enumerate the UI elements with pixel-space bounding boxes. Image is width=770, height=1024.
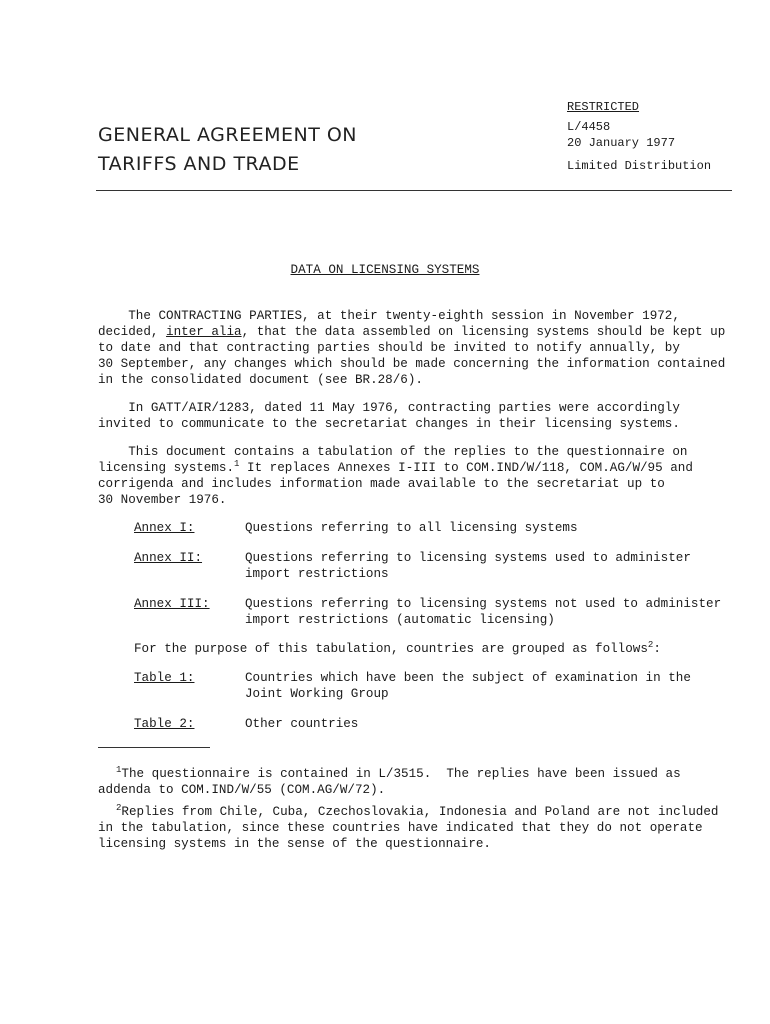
document-title: [0, 262, 770, 278]
para1-line4: 30 September, any changes which should be made concerning the information contained: [98, 357, 726, 371]
para1-line3: to date and that contracting parties should be invited to notify annually, by: [98, 341, 680, 355]
table-1-text-line1: Countries which have been the subject of examination in the: [245, 671, 691, 685]
para3-line3: corrigenda and includes information made available to the secretariat up to: [98, 477, 665, 491]
footnote-2-line1: [116, 804, 756, 820]
footnote-rule: [98, 747, 210, 748]
para1-line1: The CONTRACTING PARTIES, at their twenty-eighth session in November 1972,: [98, 309, 680, 323]
para3-line2-post: It replaces Annexes I-III to COM.IND/W/118, COM.AG/W/95 and: [239, 461, 693, 475]
para1-line2: [98, 324, 738, 340]
inter-alia-text: inter alia: [166, 325, 242, 339]
org-name-line-2: TARIFFS AND TRADE: [98, 153, 300, 175]
footnote-1-line1-text: The questionnaire is contained in L/3515. The replies have been issued as: [121, 767, 681, 781]
footnote-ref-2: 2: [647, 639, 654, 650]
footnote-2-marker: 2: [116, 802, 122, 813]
table-1-text-line2: Joint Working Group: [245, 687, 389, 701]
annex-3-label: Annex III:: [134, 597, 210, 611]
para1-line2-pre: decided,: [98, 325, 167, 339]
footnote-ref-1: 1: [234, 458, 240, 469]
table-1-label: Table 1:: [134, 671, 195, 685]
annex-2-text-line2: import restrictions: [245, 567, 389, 581]
document-title-text: DATA ON LICENSING SYSTEMS: [290, 263, 480, 277]
footnote-1-line2: addenda to COM.IND/W/55 (COM.AG/W/72).: [98, 783, 386, 797]
para3-line2-pre: licensing systems.: [98, 461, 235, 475]
annex-1-text: Questions referring to all licensing systems: [245, 521, 578, 535]
annex-2-text-line1: Questions referring to licensing systems used to administer: [245, 551, 691, 565]
para3-line1: This document contains a tabulation of the replies to the questionnaire on: [98, 445, 688, 459]
footnote-1-marker: 1: [116, 764, 122, 775]
annex-1-label: Annex I:: [134, 521, 195, 535]
grouping-sentence-pre: For the purpose of this tabulation, countries are grouped as follows: [134, 642, 648, 656]
org-name-line-1: GENERAL AGREEMENT ON: [98, 124, 358, 146]
grouping-sentence: [134, 641, 770, 657]
footnote-2-line1-text: Replies from Chile, Cuba, Czechoslovakia, Indonesia and Poland are not included: [121, 805, 719, 819]
para2-line2: invited to communicate to the secretariat changes in their licensing systems.: [98, 417, 680, 431]
distribution-label: Limited Distribution: [567, 159, 712, 173]
document-date: 20 January 1977: [567, 136, 676, 150]
annex-2-label: Annex II:: [134, 551, 203, 565]
table-2-label: Table 2:: [134, 717, 195, 731]
footnote-2-line3: licensing systems in the sense of the questionnaire.: [98, 837, 491, 851]
footnote-2-line2: in the tabulation, since these countries have indicated that they do not operate: [98, 821, 703, 835]
para1-line5: in the consolidated document (see BR.28/6).: [98, 373, 423, 387]
grouping-sentence-post: :: [653, 642, 661, 656]
footnote-1-line1: [116, 766, 756, 782]
para3-line2: [98, 460, 738, 476]
annex-3-text-line1: Questions referring to licensing systems not used to administer: [245, 597, 722, 611]
annex-3-text-line2: import restrictions (automatic licensing): [245, 613, 555, 627]
para3-line4: 30 November 1976.: [98, 493, 227, 507]
header-rule: [96, 190, 732, 191]
para1-line2-post: , that the data assembled on licensing systems should be kept up: [241, 325, 726, 339]
para2-line1: In GATT/AIR/1283, dated 11 May 1976, contracting parties were accordingly: [98, 401, 680, 415]
table-2-text: Other countries: [245, 717, 359, 731]
document-number: L/4458: [567, 120, 611, 134]
restricted-label: RESTRICTED: [567, 100, 640, 114]
